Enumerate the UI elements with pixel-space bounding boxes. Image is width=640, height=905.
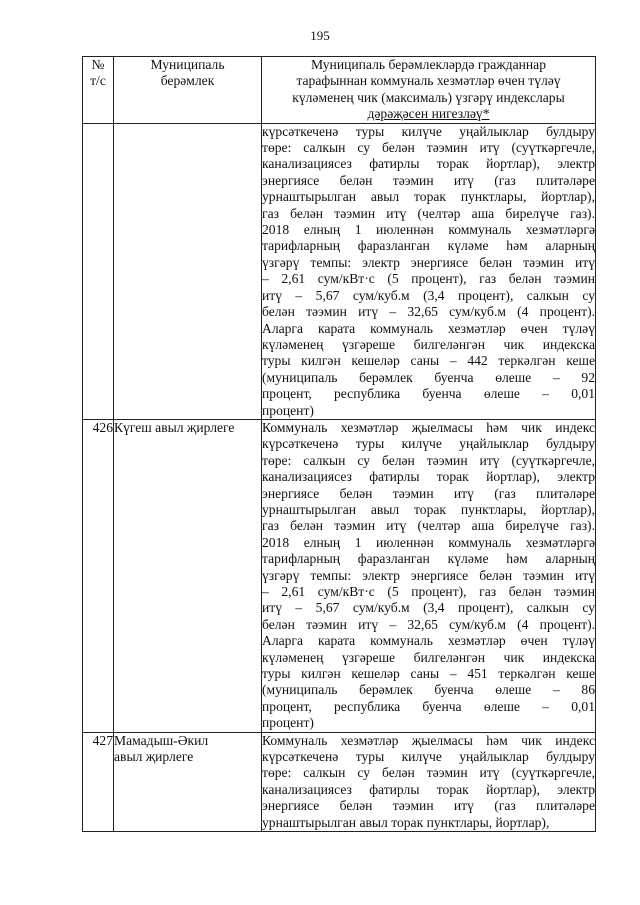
justification-line: күрсәткеченә туры килүче уңайлыклар булдыру xyxy=(262,749,595,765)
header-justification-line: тарафыннан коммуналь хезмәтләр өчен түләү xyxy=(296,73,561,89)
justification-line: тарифларның фаразланган күләме һәм аларның xyxy=(262,551,595,567)
justification-line: процент) xyxy=(262,402,314,418)
header-number-line: т/с xyxy=(90,73,106,89)
justification-line: процент, республика буенча өлеше – 0,01 xyxy=(262,698,595,714)
justification-line: туры килгән кешеләр саны – 442 теркәлгән кеше xyxy=(262,353,595,369)
justification-line: урнаштырылган авыл торак пунктлары, йортлар), xyxy=(262,814,550,830)
justification-line: үзгәрү темпы: электр энергиясе белән тәэмин итү xyxy=(262,567,595,583)
justification-line: (муниципаль берәмлек буенча өлеше – 92 xyxy=(262,369,595,385)
justification-line: тарифларның фаразланган күләме һәм аларның xyxy=(262,238,595,254)
justification-line: – 2,61 сум/кВт·с (5 процент), газ белән тәэмин xyxy=(262,271,595,287)
justification-line: күрсәткеченә туры килүче уңайлыклар булдыру xyxy=(262,436,595,452)
header-justification xyxy=(262,57,596,124)
municipality-name-line: авыл җирлеге xyxy=(114,749,194,765)
page-number: 195 xyxy=(310,28,330,43)
justification-line: энергиясе белән тәэмин итү (газ плитәләре xyxy=(262,485,595,501)
row-number xyxy=(83,123,114,419)
justification-line: 2018 елның 1 июленнән коммуналь хезмәтләргә xyxy=(262,534,595,550)
justification-line: белән тәэмин итү – 32,65 сум/куб.м (4 процент). xyxy=(262,304,595,320)
row-municipality xyxy=(114,419,262,732)
table-header-row xyxy=(83,57,596,124)
justification-line: төре: салкын су белән тәэмин итү (суүткәргечле, xyxy=(262,140,595,156)
justification-line: урнаштырылган авыл торак пунктлары, йортлар), xyxy=(262,189,595,205)
justification-line: 2018 елның 1 июленнән коммуналь хезмәтләргә xyxy=(262,222,595,238)
municipal-index-table xyxy=(82,56,596,832)
justification-line: күләменең үзгәреше билгеләнгән чик индекска xyxy=(262,649,595,665)
justification-line: – 2,61 сум/кВт·с (5 процент), газ белән тәэмин xyxy=(262,584,595,599)
table-row xyxy=(83,123,596,419)
row-number: 427 xyxy=(83,732,114,831)
table-row xyxy=(83,732,596,831)
justification-line: энергиясе белән тәэмин итү (газ плитәләре xyxy=(262,172,595,188)
justification-line: итү – 5,67 сум/куб.м (3,4 процент), салкын су xyxy=(262,287,595,303)
header-number xyxy=(83,57,114,124)
row-number: 426 xyxy=(83,419,114,732)
municipality-name-line: Күгеш авыл җирлеге xyxy=(114,419,235,435)
justification-line: Аларга карата коммуналь хезмәтләр өчен түләү xyxy=(262,633,595,649)
header-justification-line: күләменең чик (максималь) үзгәрү индекслары xyxy=(292,89,565,105)
justification-line: процент, республика буенча өлеше – 0,01 xyxy=(262,386,595,402)
justification-line: энергиясе белән тәэмин итү (газ плитәләре xyxy=(262,798,595,814)
justification-line: Аларга карата коммуналь хезмәтләр өчен түләү xyxy=(262,320,595,336)
justification-line: канализациясез фатирлы торак йортлар), электр xyxy=(262,156,595,172)
justification-line: күләменең үзгәреше билгеләнгән чик индекска xyxy=(262,336,595,352)
row-municipality xyxy=(114,123,262,419)
justification-line: туры килгән кешеләр саны – 451 теркәлгән кеше xyxy=(262,666,595,682)
header-justification-line: дәрәҗәсен нигезләү* xyxy=(367,106,490,122)
row-justification xyxy=(262,123,596,419)
justification-line: төре: салкын су белән тәэмин итү (суүткәргечле, xyxy=(262,765,595,781)
header-justification-line: Муниципаль берәмлекләрдә гражданнар xyxy=(311,57,546,72)
row-municipality xyxy=(114,732,262,831)
row-justification xyxy=(262,732,596,831)
header-number-line: № xyxy=(91,57,105,72)
justification-line: үзгәрү темпы: электр энергиясе белән тәэмин итү xyxy=(262,254,595,270)
municipality-name-line: Мамадыш-Әкил xyxy=(114,732,209,748)
justification-line: урнаштырылган авыл торак пунктлары, йортлар), xyxy=(262,501,595,517)
header-municipality-line: Муниципаль xyxy=(150,57,225,72)
row-justification xyxy=(262,419,596,732)
justification-line: Коммуналь хезмәтләр җыелмасы һәм чик индекс xyxy=(262,732,595,748)
justification-line: канализациясез фатирлы торак йортлар), электр xyxy=(262,469,595,485)
justification-line: процент) xyxy=(262,715,314,731)
header-municipality-line: берәмлек xyxy=(160,73,215,89)
justification-line: белән тәэмин итү – 32,65 сум/куб.м (4 процент). xyxy=(262,616,595,632)
header-municipality xyxy=(114,57,262,124)
justification-line: төре: салкын су белән тәэмин итү (суүткәргечле, xyxy=(262,452,595,468)
table-row xyxy=(83,419,596,732)
justification-line: Коммуналь хезмәтләр җыелмасы һәм чик индекс xyxy=(262,419,595,435)
justification-line: канализациясез фатирлы торак йортлар), электр xyxy=(262,781,595,797)
justification-line: (муниципаль берәмлек буенча өлеше – 86 xyxy=(262,682,595,698)
justification-line: газ белән тәэмин итү (челтәр аша бирелүче газ). xyxy=(262,518,595,534)
justification-line: күрсәткеченә туры килүче уңайлыклар булдыру xyxy=(262,123,595,139)
table-body xyxy=(83,123,596,831)
justification-line: газ белән тәэмин итү (челтәр аша бирелүче газ). xyxy=(262,205,595,221)
justification-line: итү – 5,67 сум/куб.м (3,4 процент), салкын су xyxy=(262,600,595,616)
